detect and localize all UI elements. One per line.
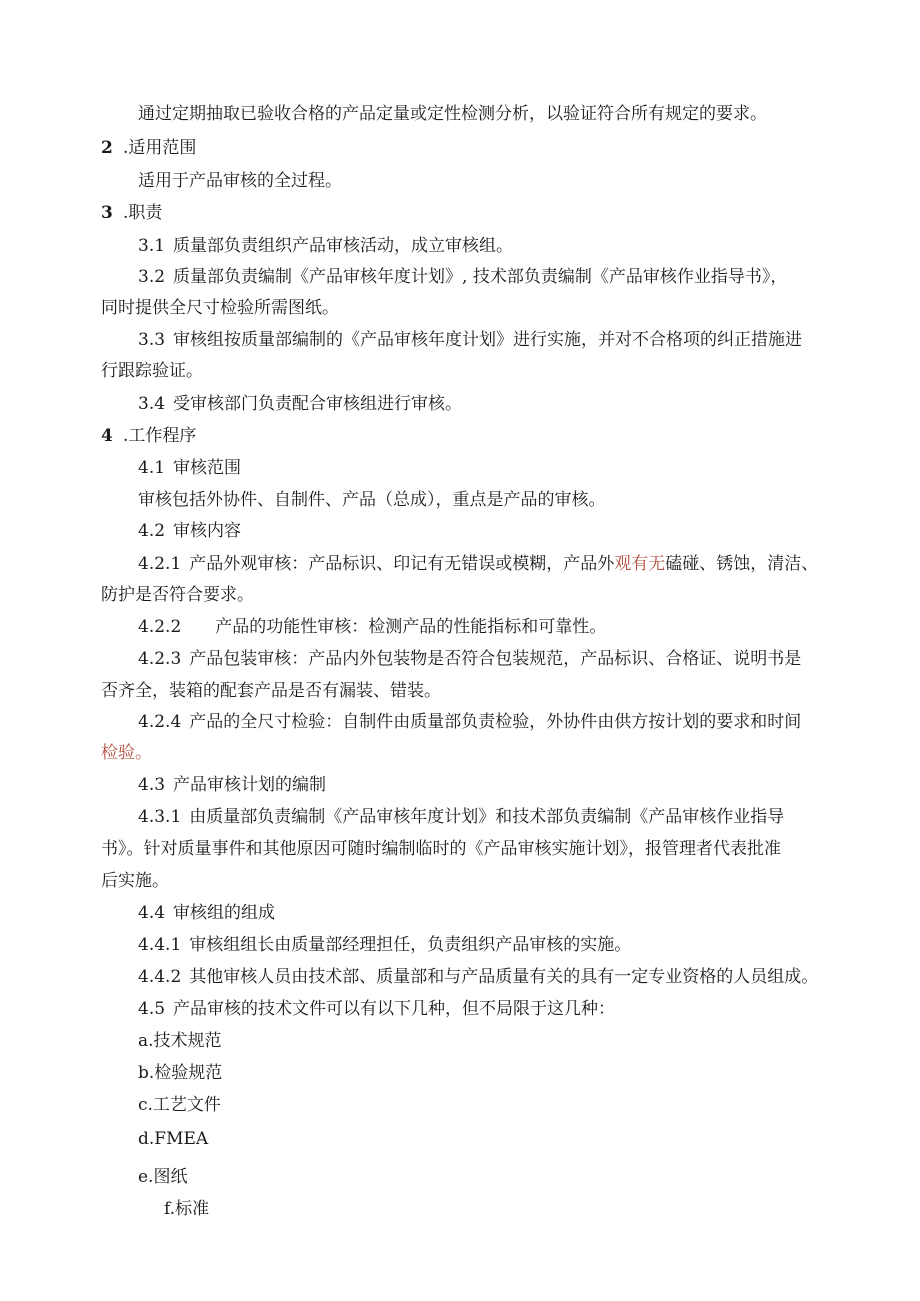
item-3-2-continued: 同时提供全尺寸检验所需图纸。 [101, 298, 339, 318]
item-text: 产品的全尺寸检验：自制件由质量部负责检验，外协件由供方按计划的要求和时间 [189, 712, 802, 732]
list-item-c: c.工艺文件 [138, 1095, 221, 1115]
item-3-4 [138, 393, 462, 415]
section-4-number: 4 [101, 426, 113, 446]
item-number: 4.1 [138, 458, 166, 478]
item-text: 审核组的组成 [173, 903, 276, 923]
item-text: 审核范围 [173, 458, 242, 478]
item-4-5 [138, 998, 615, 1020]
item-text: 产品外观审核：产品标识、印记有无错误或模糊，产品外 [189, 554, 615, 574]
item-4-4 [138, 902, 275, 924]
item-4-2-4-continued: 检验。 [101, 743, 152, 763]
item-text: 产品的功能性审核：检测产品的性能指标和可靠性。 [215, 617, 607, 637]
item-number: 4.5 [138, 999, 166, 1019]
list-item-d: d.FMEA [138, 1129, 209, 1149]
item-text-end: 磕碰、锈蚀，清洁、 [665, 554, 819, 574]
item-text: 质量部负责编制《产品审核年度计划》, 技术部负责编制《产品审核作业指导书》， [173, 267, 788, 287]
item-4-2-4 [138, 711, 801, 733]
item-number: 4.2.1 [138, 554, 182, 574]
item-text: 由质量部负责编制《产品审核年度计划》和技术部负责编制《产品审核作业指导 [189, 807, 785, 827]
item-4-2-3 [138, 648, 801, 670]
list-item-f: f.标准 [164, 1199, 210, 1219]
item-4-2-1-continued: 防护是否符合要求。 [101, 585, 254, 605]
highlighted-text: 观有无 [614, 554, 666, 574]
item-4-2-1 [138, 553, 818, 575]
item-text: 受审核部门负责配合审核组进行审核。 [173, 394, 463, 414]
section-2-title: .适用范围 [123, 138, 197, 158]
item-text: 审核内容 [173, 521, 242, 541]
item-4-4-1 [138, 934, 631, 956]
item-number: 3.3 [138, 330, 166, 350]
item-text: 产品审核的技术文件可以有以下几种，但不局限于这几种： [173, 999, 616, 1019]
item-number: 4.2.4 [138, 712, 182, 732]
item-3-3 [138, 329, 802, 351]
item-3-2 [138, 266, 787, 288]
item-4-2-2 [138, 616, 606, 638]
section-2-number: 2 [101, 138, 113, 158]
list-item-e: e.图纸 [138, 1167, 188, 1187]
item-3-3-continued: 行跟踪验证。 [101, 361, 203, 381]
item-text: 产品包装审核：产品内外包装物是否符合包装规范，产品标识、合格证、说明书是 [189, 649, 802, 669]
item-4-3-1-continued-2: 后实施。 [101, 871, 169, 891]
list-item-a: a.技术规范 [138, 1031, 222, 1051]
item-number: 4.4.2 [138, 967, 182, 987]
item-number: 4.3.1 [138, 807, 182, 827]
item-number: 4.2 [138, 521, 166, 541]
item-4-4-2 [138, 966, 818, 988]
item-number: 3.4 [138, 394, 166, 414]
item-number: 4.4.1 [138, 935, 182, 955]
section-3-number: 3 [101, 203, 113, 223]
item-3-1 [138, 235, 513, 257]
section-4-heading [101, 425, 196, 447]
item-4-3-1-continued: 书》。针对质量事件和其他原因可随时编制临时的《产品审核实施计划》，报管理者代表批准 [101, 839, 781, 859]
item-text: 其他审核人员由技术部、质量部和与产品质量有关的具有一定专业资格的人员组成。 [189, 967, 819, 987]
section-3-title: .职责 [123, 203, 163, 223]
item-4-1 [138, 457, 241, 479]
section-3-heading [101, 202, 162, 224]
item-text: 审核组组长由质量部经理担任，负责组织产品审核的实施。 [189, 935, 632, 955]
item-text: 质量部负责组织产品审核活动，成立审核组。 [173, 236, 514, 256]
item-number: 4.4 [138, 903, 166, 923]
item-4-2-3-continued: 否齐全，装箱的配套产品是否有漏装、错装。 [101, 681, 441, 701]
item-text: 产品审核计划的编制 [173, 775, 327, 795]
item-number: 4.2.3 [138, 649, 182, 669]
item-4-3-1 [138, 806, 784, 828]
item-number: 3.2 [138, 267, 166, 287]
purpose-text: 通过定期抽取已验收合格的产品定量或定性检测分析，以验证符合所有规定的要求。 [138, 104, 767, 124]
item-4-1-body: 审核包括外协件、自制件、产品（总成），重点是产品的审核。 [138, 490, 606, 510]
item-number: 3.1 [138, 236, 166, 256]
list-item-b: b.检验规范 [138, 1063, 223, 1083]
section-2-heading [101, 137, 196, 159]
item-number: 4.2.2 [138, 617, 182, 637]
item-number: 4.3 [138, 775, 166, 795]
item-4-3 [138, 774, 326, 796]
section-2-body: 适用于产品审核的全过程。 [138, 171, 342, 191]
section-4-title: .工作程序 [123, 426, 197, 446]
item-text: 审核组按质量部编制的《产品审核年度计划》进行实施，并对不合格项的纠正措施进 [173, 330, 803, 350]
item-4-2 [138, 520, 241, 542]
